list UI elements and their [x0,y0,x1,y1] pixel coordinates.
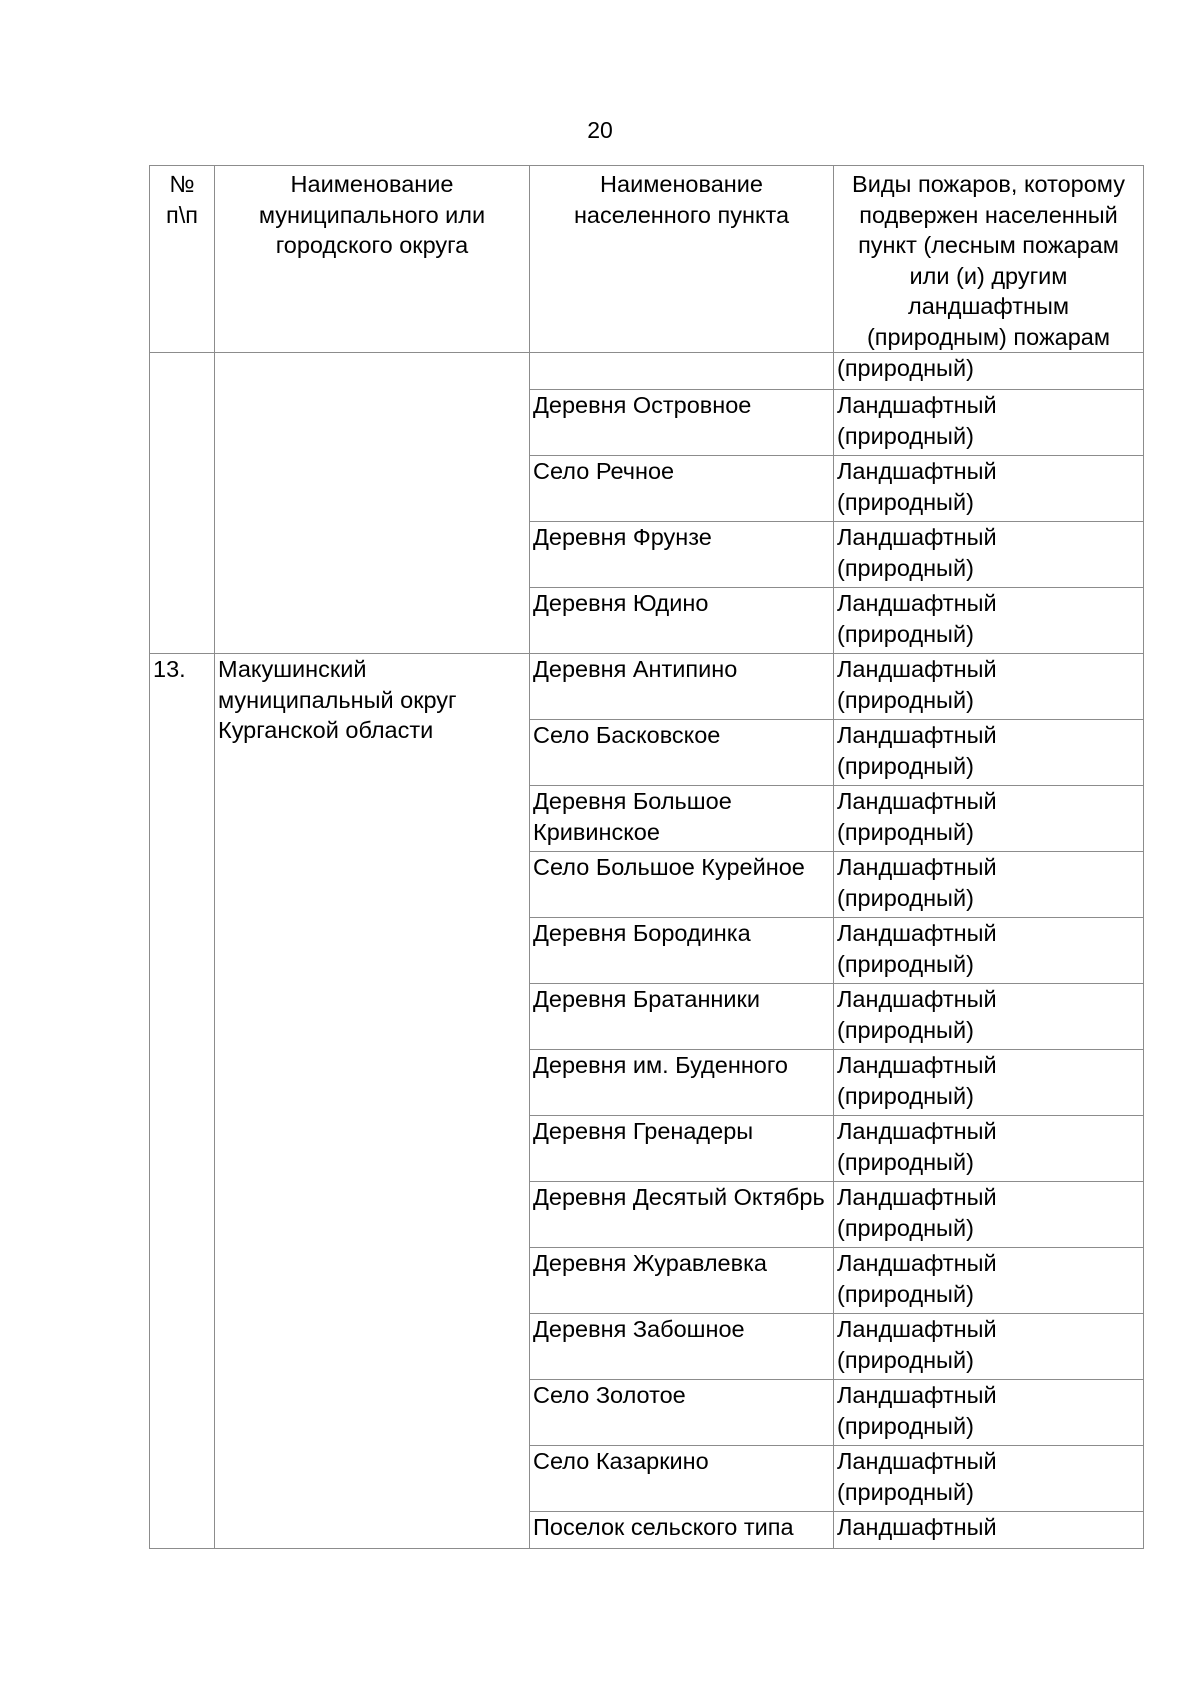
fire-type-cell: Ландшафтный (природный) [834,984,1144,1050]
settlement-cell [530,353,834,390]
fire-type-cell: Ландшафтный (природный) [834,1446,1144,1512]
settlement-cell: Село Басковское [530,720,834,786]
table-header-row [150,166,1144,353]
settlement-cell: Деревня Забошное [530,1314,834,1380]
settlement-cell: Деревня Журавлевка [530,1248,834,1314]
settlement-cell: Деревня Островное [530,390,834,456]
header-settlement: Наименование населенного пункта [530,166,834,353]
settlement-cell: Село Золотое [530,1380,834,1446]
settlement-cell: Деревня им. Буденного [530,1050,834,1116]
header-fire-type: Виды пожаров, которому подвержен населенный пункт (лесным пожарам или (и) другим ландшафтным (природным) пожарам [834,166,1144,353]
fire-type-cell: Ландшафтный (природный) [834,1380,1144,1446]
settlement-cell: Деревня Фрунзе [530,522,834,588]
page-number: 20 [587,117,613,143]
settlement-cell: Деревня Десятый Октябрь [530,1182,834,1248]
fire-type-cell: Ландшафтный (природный) [834,456,1144,522]
fire-type-cell: Ландшафтный (природный) [834,1116,1144,1182]
row-number-cell: 13. [150,654,215,1549]
settlement-cell: Село Речное [530,456,834,522]
fire-type-cell: Ландшафтный [834,1512,1144,1549]
fire-type-cell: Ландшафтный (природный) [834,654,1144,720]
fire-type-cell: Ландшафтный (природный) [834,1314,1144,1380]
municipality-cell [215,353,530,654]
fire-type-cell: Ландшафтный (природный) [834,588,1144,654]
fire-type-cell: (природный) [834,353,1144,390]
header-number: № п\п [150,166,215,353]
settlement-cell: Село Большое Курейное [530,852,834,918]
fire-type-cell: Ландшафтный (природный) [834,390,1144,456]
fire-type-cell: Ландшафтный (природный) [834,918,1144,984]
settlement-cell: Деревня Бородинка [530,918,834,984]
table-row [150,353,1144,390]
table-row [150,654,1144,720]
settlement-cell: Поселок сельского типа [530,1512,834,1549]
header-municipality: Наименование муниципального или городского округа [215,166,530,353]
fire-type-cell: Ландшафтный (природный) [834,1248,1144,1314]
settlement-cell: Деревня Юдино [530,588,834,654]
fire-type-cell: Ландшафтный (природный) [834,1182,1144,1248]
fire-type-cell: Ландшафтный (природный) [834,1050,1144,1116]
settlement-cell: Деревня Гренадеры [530,1116,834,1182]
settlement-cell: Деревня Братанники [530,984,834,1050]
fire-type-cell: Ландшафтный (природный) [834,720,1144,786]
settlement-cell: Деревня Антипино [530,654,834,720]
fire-type-cell: Ландшафтный (природный) [834,852,1144,918]
settlement-cell: Село Казаркино [530,1446,834,1512]
municipality-cell: Макушинский муниципальный округ Курганской области [215,654,530,1549]
settlements-table [149,165,1144,1549]
fire-type-cell: Ландшафтный (природный) [834,786,1144,852]
fire-type-cell: Ландшафтный (природный) [834,522,1144,588]
settlement-cell: Деревня Большое Кривинское [530,786,834,852]
row-number-cell [150,353,215,654]
